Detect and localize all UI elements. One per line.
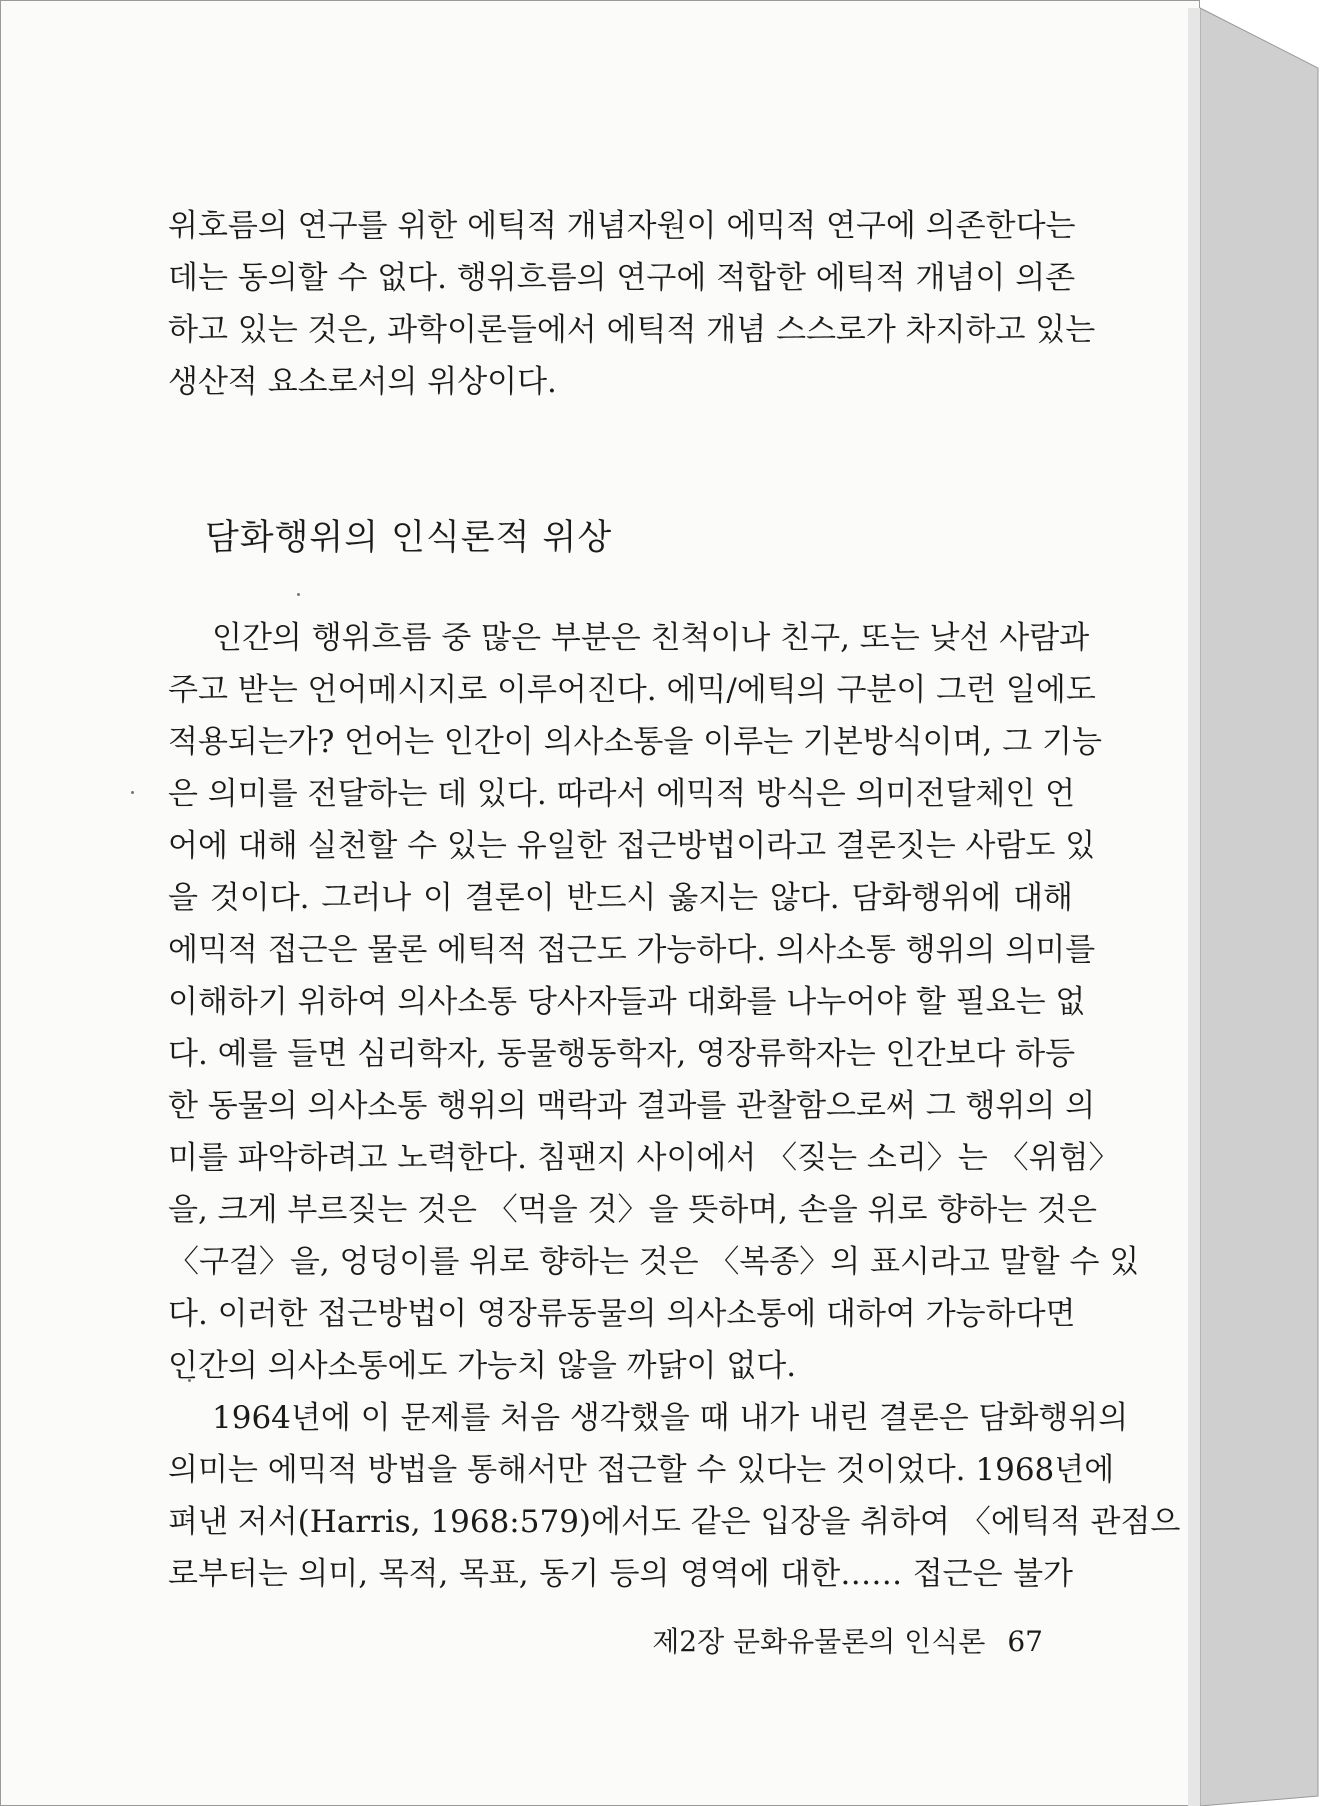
chapter-title: 제2장 문화유물론의 인식론: [652, 1625, 986, 1658]
text-line: 데는 동의할 수 없다. 행위흐름의 연구에 적합한 에틱적 개념이 의존: [168, 260, 1076, 296]
text-line: 〈구걸〉을, 엉덩이를 위로 향하는 것은 〈복종〉의 표시라고 말할 수 있: [168, 1244, 1140, 1280]
text-line: 위호름의 연구를 위한 에틱적 개념자원이 에믹적 연구에 의존한다는: [168, 208, 1076, 244]
running-footer: [652, 1620, 1043, 1660]
text-line: 인간의 의사소통에도 가능치 않을 까닭이 없다.: [168, 1348, 797, 1384]
top-paragraph: [168, 200, 1096, 408]
text-line: 을 것이다. 그러나 이 결론이 반드시 옳지는 않다. 담화행위에 대해: [168, 880, 1073, 916]
text-line: 미를 파악하려고 노력한다. 침팬지 사이에서 〈짖는 소리〉는 〈위험〉: [168, 1140, 1120, 1176]
text-line: 인간의 행위흐름 중 많은 부분은 친척이나 친구, 또는 낮선 사람과: [212, 620, 1090, 656]
text-line: 의미는 에믹적 방법을 통해서만 접근할 수 있다는 것이었다. 1968년에: [168, 1452, 1115, 1488]
section-title: 담화행위의 인식론적 위상: [205, 518, 613, 558]
text-line: 주고 받는 언어메시지로 이루어진다. 에믹/에틱의 구분이 그런 일에도: [168, 672, 1096, 708]
text-line: 이해하기 위하여 의사소통 당사자들과 대화를 나누어야 할 필요는 없: [168, 984, 1086, 1020]
book-edge-face: [1200, 8, 1318, 1806]
text-line: 다. 이러한 접근방법이 영장류동물의 의사소통에 대하여 가능하다면: [168, 1296, 1076, 1332]
text-line: 1964년에 이 문제를 처음 생각했을 때 내가 내린 결론은 담화행위의: [212, 1400, 1129, 1436]
page-number: 67: [1007, 1625, 1043, 1658]
text-line: 로부터는 의미, 목적, 목표, 동기 등의 영역에 대한…… 접근은 불가: [168, 1556, 1073, 1592]
text-line: 하고 있는 것은, 과학이론들에서 에틱적 개념 스스로가 차지하고 있는: [168, 312, 1096, 348]
text-line: 다. 예를 들면 심리학자, 동물행동학자, 영장류학자는 인간보다 하등: [168, 1036, 1076, 1072]
book-edge-shadow: [1188, 8, 1200, 1806]
text-line: 을, 크게 부르짖는 것은 〈먹을 것〉을 뜻하며, 손을 위로 향하는 것은: [168, 1192, 1097, 1228]
text-line: 에믹적 접근은 물론 에틱적 접근도 가능하다. 의사소통 행위의 의미를: [168, 932, 1096, 968]
text-line: 은 의미를 전달하는 데 있다. 따라서 에믹적 방식은 의미전달체인 언: [168, 776, 1076, 812]
text-line: 적용되는가? 언어는 인간이 의사소통을 이루는 기본방식이며, 그 기능: [168, 724, 1102, 760]
text-line: 한 동물의 의사소통 행위의 맥락과 결과를 관찰함으로써 그 행위의 의: [168, 1088, 1096, 1124]
main-paragraph: [168, 612, 1181, 1600]
text-line: 생산적 요소로서의 위상이다.: [168, 364, 557, 400]
text-line: 어에 대해 실천할 수 있는 유일한 접근방법이라고 결론짓는 사람도 있: [168, 828, 1096, 864]
text-line: 펴낸 저서(Harris, 1968:579)에서도 같은 입장을 취하여 〈에틱적 관점으: [168, 1504, 1181, 1540]
